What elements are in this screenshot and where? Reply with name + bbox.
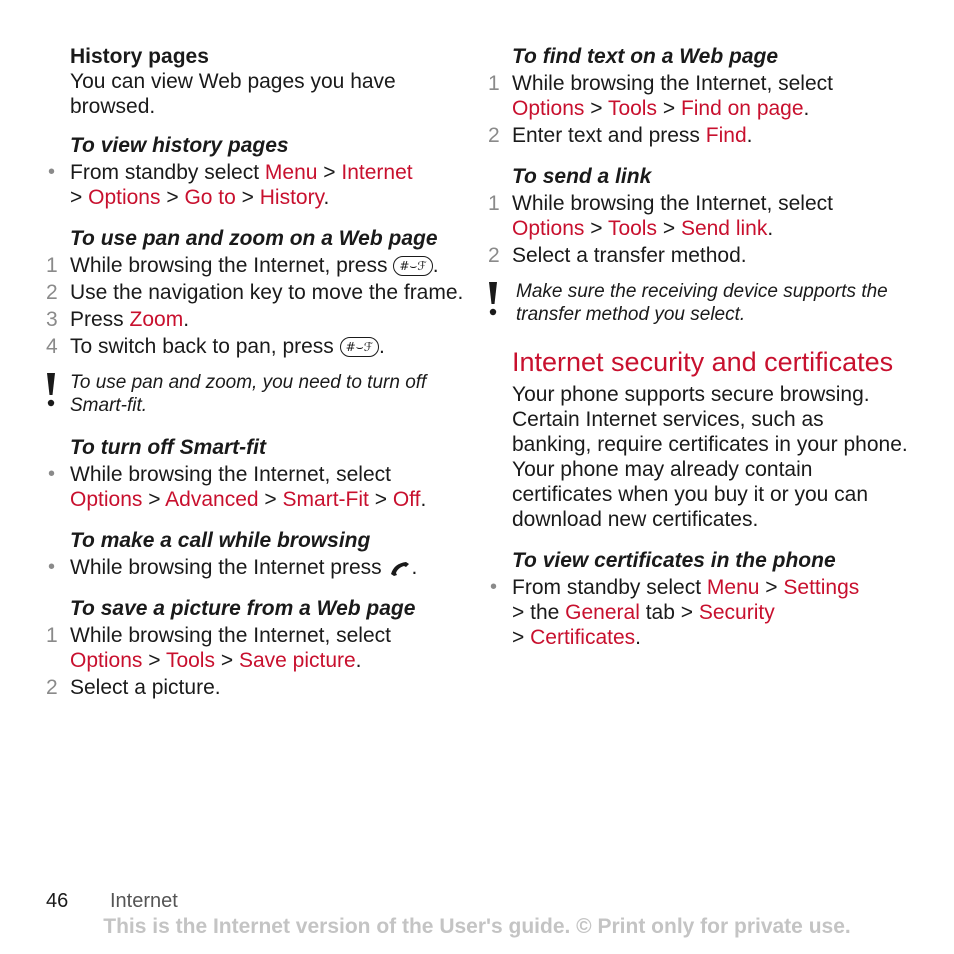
go-to-link: Go to <box>184 186 236 209</box>
tools-link: Tools <box>607 97 657 120</box>
smart-fit-title: To turn off Smart-fit <box>70 436 266 459</box>
smart-fit-link: Smart-Fit <box>282 488 369 511</box>
tools-link: Tools <box>165 649 215 672</box>
options-link: Options <box>70 649 143 672</box>
chapter-name: Internet <box>110 890 178 912</box>
exclamation-icon <box>44 371 58 409</box>
bullet-icon: • <box>48 161 56 183</box>
security-text: Your phone supports secure browsing. Certain Internet services, such as banking, require certificates in your phone. Your phone may already contain certificates when you buy it or you can download new certificates. <box>512 383 908 531</box>
exclamation-icon <box>486 280 500 318</box>
smart-fit-bullet: • While browsing the Internet, select Options > Advanced > Smart-Fit > Off. <box>48 463 427 511</box>
menu-link: Menu <box>264 161 318 184</box>
menu-link: Menu <box>706 576 760 599</box>
pan-zoom-step-2: 2 Use the navigation key to move the frame. <box>46 281 464 304</box>
advanced-link: Advanced <box>165 488 259 511</box>
send-link-title: To send a link <box>512 165 652 188</box>
pan-zoom-step-3: 3 Press Zoom. <box>46 308 190 331</box>
footer-notice: This is the Internet version of the User's guide. © Print only for private use. <box>103 915 851 938</box>
left-column <box>46 44 466 700</box>
send-link-step-2: 2 Select a transfer method. <box>488 244 747 267</box>
view-certs-title: To view certificates in the phone <box>512 549 836 572</box>
find-on-page-link: Find on page <box>680 97 804 120</box>
security-section-title: Internet security and certificates <box>512 347 894 377</box>
save-picture-step-1: 1 While browsing the Internet, select Options > Tools > Save picture. <box>46 624 391 672</box>
call-bullet: • While browsing the Internet press . <box>48 556 418 579</box>
options-link: Options <box>512 217 585 240</box>
pan-zoom-step-4: 4 To switch back to pan, press #⌣ℱ . <box>46 335 385 358</box>
options-link: Options <box>70 488 143 511</box>
view-history-title: To view history pages <box>70 134 289 157</box>
security-link: Security <box>698 601 775 624</box>
find-link: Find <box>705 124 747 147</box>
internet-link: Internet <box>341 161 413 184</box>
save-picture-step-2: 2 Select a picture. <box>46 676 221 699</box>
certificates-link: Certificates <box>530 626 636 649</box>
off-link: Off <box>392 488 421 511</box>
options-link: Options <box>88 186 161 209</box>
send-link-note: Make sure the receiving device supports the transfer method you select. <box>488 280 908 326</box>
phone-call-icon <box>388 559 412 577</box>
send-link-step-1: 1 While browsing the Internet, select Options > Tools > Send link. <box>488 192 833 240</box>
save-picture-title: To save a picture from a Web page <box>70 597 416 620</box>
find-text-step-1: 1 While browsing the Internet, select Options > Tools > Find on page. <box>488 72 833 120</box>
view-certs-bullet: • From standby select Menu > Settings > the General tab > Security > Certificates. <box>490 576 860 649</box>
send-link-link: Send link <box>680 217 768 240</box>
find-text-step-2: 2 Enter text and press Find. <box>488 124 753 147</box>
right-column <box>488 44 908 650</box>
view-history-bullet: • From standby select Menu > Internet > Options > Go to > History. <box>48 161 413 209</box>
history-text: You can view Web pages you have browsed. <box>70 70 396 118</box>
pan-zoom-note: To use pan and zoom, you need to turn off Smart-fit. <box>46 371 466 417</box>
history-link: History <box>259 186 324 209</box>
history-heading: History pages <box>70 45 209 68</box>
options-link: Options <box>512 97 585 120</box>
find-text-title: To find text on a Web page <box>512 45 779 68</box>
general-link: General <box>565 601 640 624</box>
pan-zoom-step-1: 1 While browsing the Internet, press #⌣ℱ . <box>46 254 439 277</box>
call-title: To make a call while browsing <box>70 529 371 552</box>
settings-link: Settings <box>783 576 860 599</box>
page-number: 46 <box>46 890 69 912</box>
hash-key-icon: #⌣ℱ <box>340 337 379 357</box>
zoom-link: Zoom <box>129 308 184 331</box>
tools-link: Tools <box>607 217 657 240</box>
save-picture-link: Save picture <box>238 649 356 672</box>
hash-key-icon: #⌣ℱ <box>393 256 432 276</box>
pan-zoom-title: To use pan and zoom on a Web page <box>70 227 438 250</box>
